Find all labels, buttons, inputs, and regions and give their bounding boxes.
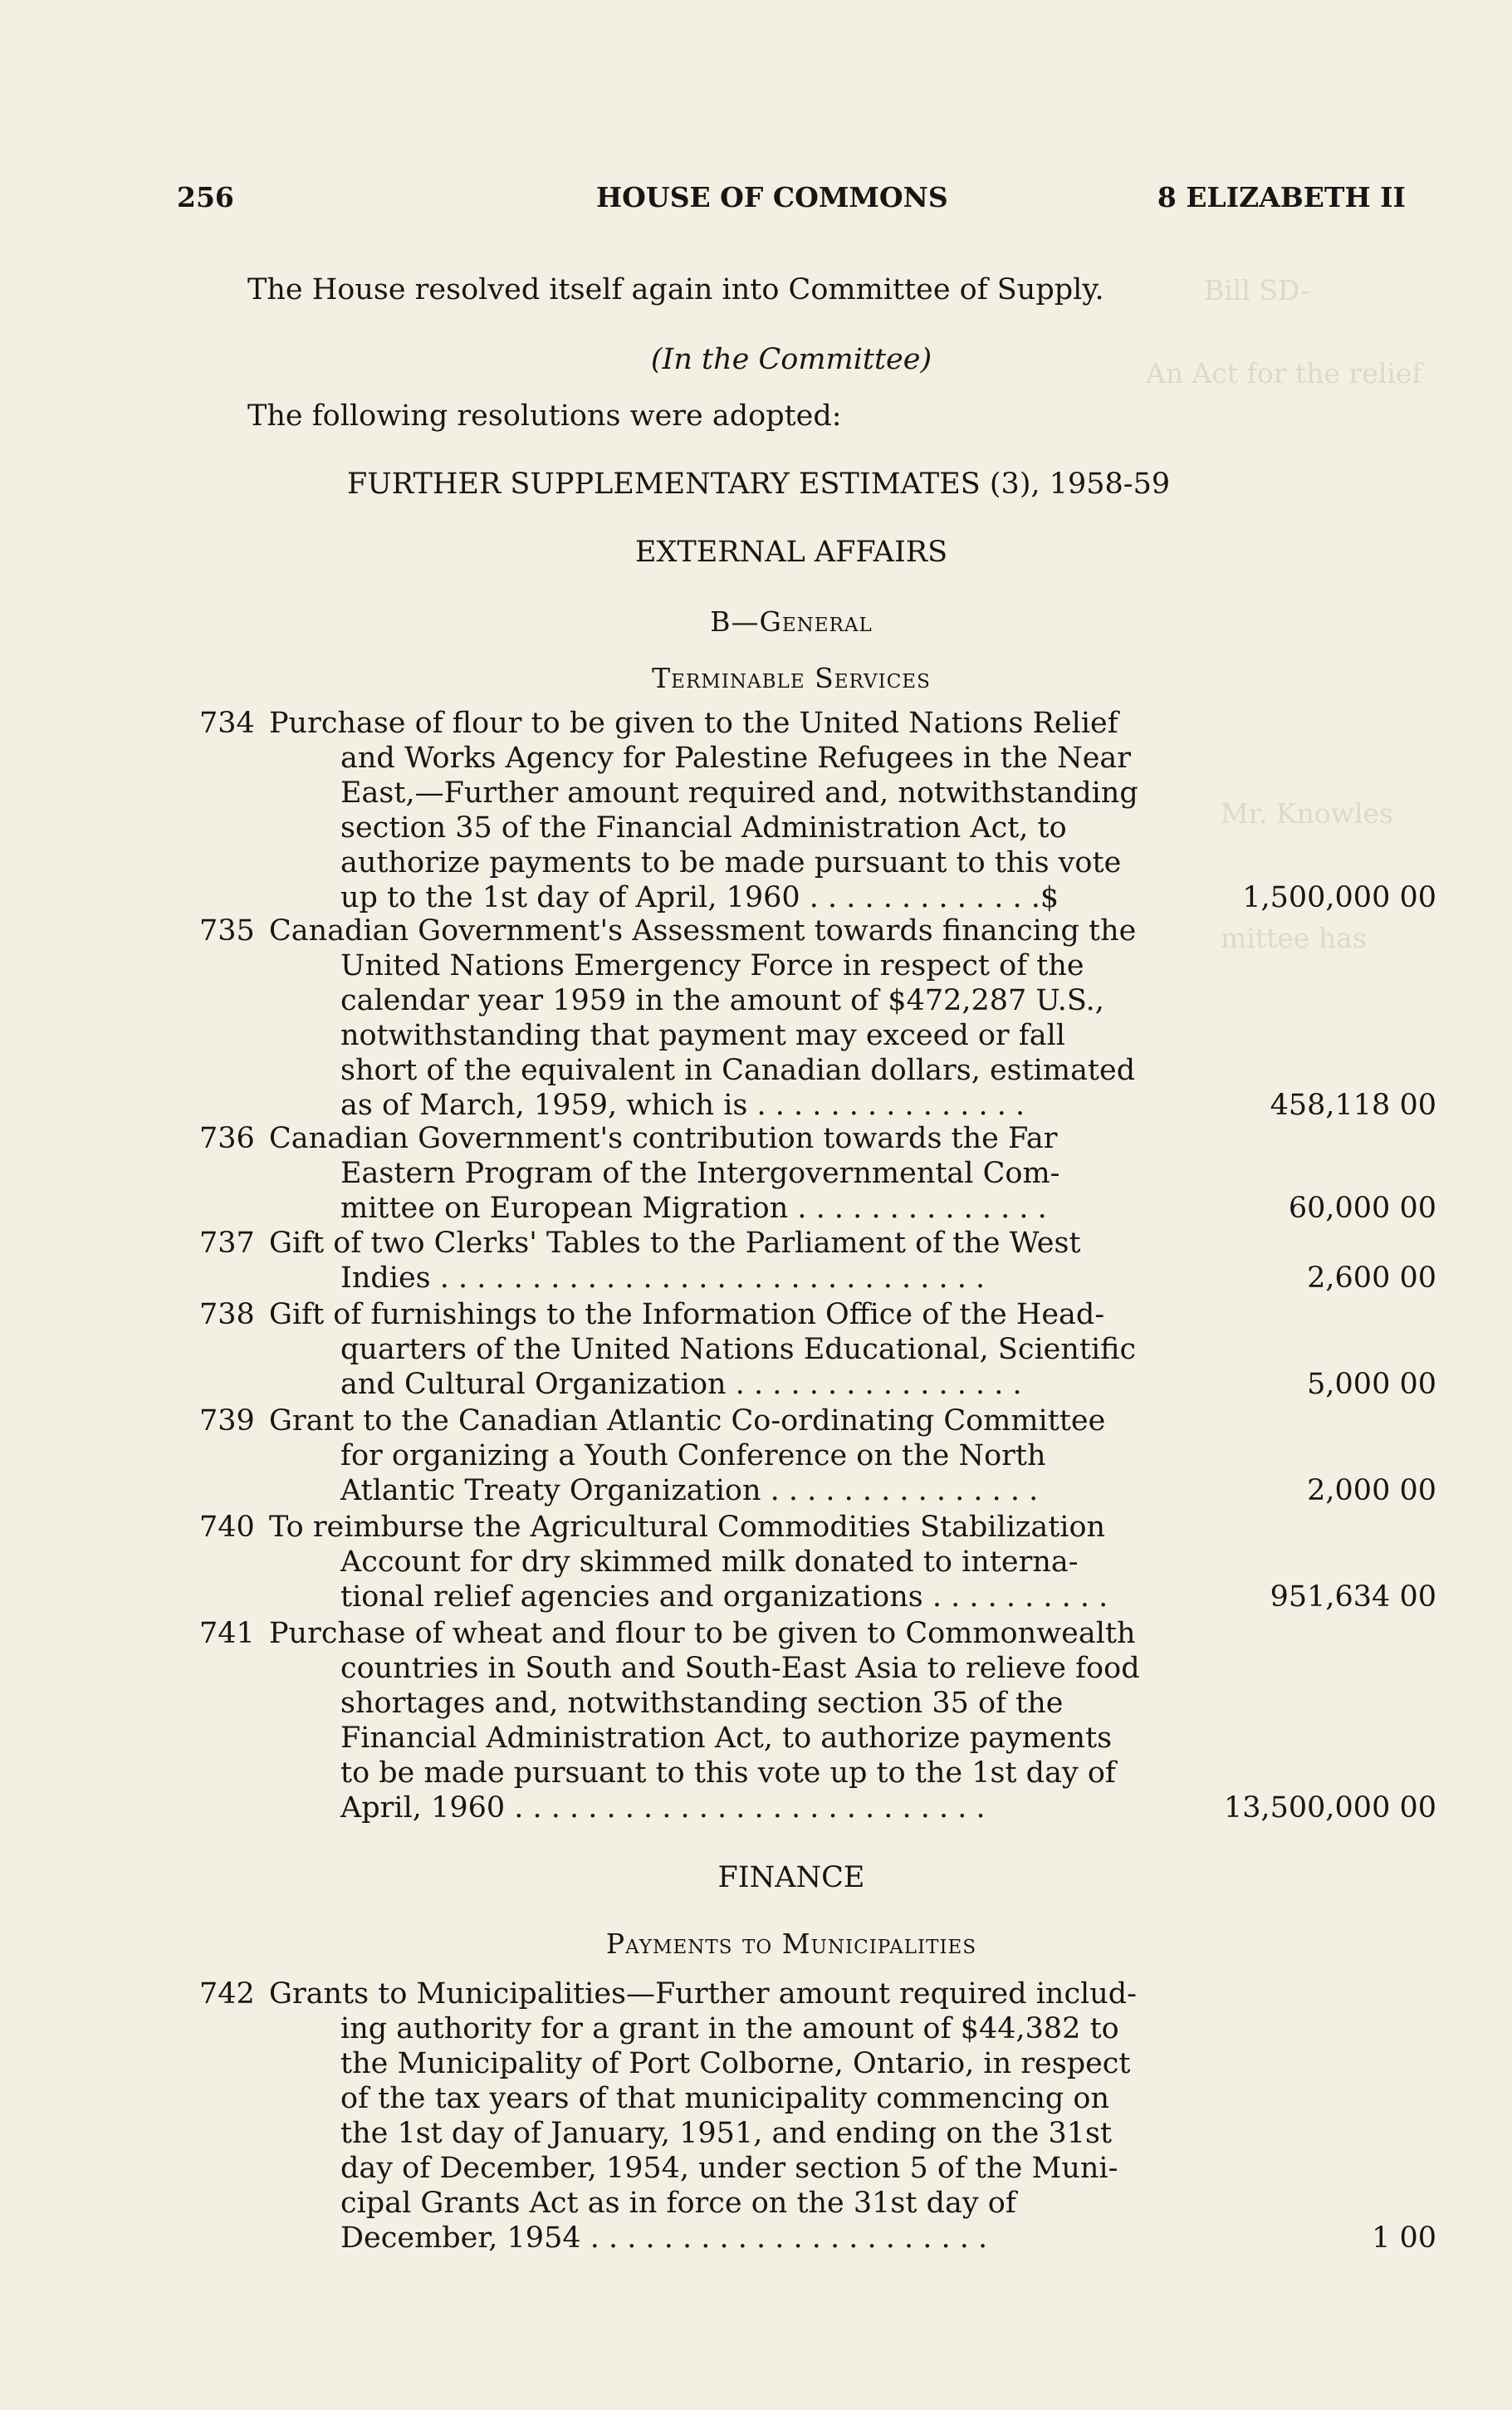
resolved-paragraph: The House resolved itself again into Committee of Supply. — [247, 273, 1104, 306]
vote-text-line: Grants to Municipalities—Further amount required includ- — [269, 1977, 1138, 2011]
vote-text-line: authorize payments to be made pursuant to this vote — [340, 846, 1122, 879]
vote-text-line: and Cultural Organization . . . . . . . . . . . . . . . . — [340, 1368, 1022, 1401]
vote-text-line: day of December, 1954, under section 5 of the Muni- — [340, 2152, 1118, 2185]
vote-amount: 5,000 00 — [1307, 1368, 1436, 1401]
vote-number: 740 — [199, 1511, 255, 1544]
vote-text-line: shortages and, notwithstanding section 35 of the — [340, 1687, 1064, 1720]
bleed-through-text: Mr. Knowles — [1221, 797, 1393, 830]
external-affairs-heading: EXTERNAL AFFAIRS — [634, 536, 948, 569]
vote-text-line: cipal Grants Act as in force on the 31st day of — [340, 2187, 1016, 2220]
vote-number: 738 — [199, 1298, 255, 1331]
vote-text-line: the 1st day of January, 1951, and ending on the 31st — [340, 2117, 1113, 2150]
vote-text-line: United Nations Emergency Force in respect of the — [340, 949, 1084, 982]
vote-item — [199, 1121, 1436, 1226]
vote-amount: 13,500,000 00 — [1223, 1791, 1436, 1825]
vote-text-line: section 35 of the Financial Administration Act, to — [340, 811, 1067, 845]
vote-text-line: ing authority for a grant in the amount of $44,382 to — [340, 2012, 1119, 2045]
payments-to-municipalities-heading: Payments to Municipalities — [605, 1928, 977, 1960]
finance-heading: FINANCE — [717, 1861, 865, 1894]
vote-number: 737 — [199, 1227, 255, 1260]
vote-text-line: tional relief agencies and organizations . . . . . . . . . . — [340, 1580, 1108, 1614]
general-subheading: B—General — [710, 605, 873, 638]
vote-text-line: Purchase of wheat and flour to be given to Commonwealth — [269, 1617, 1136, 1650]
page-number: 256 — [177, 181, 234, 213]
vote-text-line: up to the 1st day of April, 1960 . . . . . . . . . . . . .$ — [340, 881, 1059, 914]
vote-text-line: Atlantic Treaty Organization . . . . . . . . . . . . . . . — [340, 1474, 1039, 1507]
vote-text-line: Eastern Program of the Intergovernmental Com- — [340, 1157, 1060, 1190]
vote-text-line: Gift of two Clerks' Tables to the Parliament of the West — [269, 1227, 1081, 1260]
running-header — [177, 181, 1406, 223]
vote-item — [199, 1297, 1436, 1402]
vote-text-line: Purchase of flour to be given to the United Nations Relief — [269, 707, 1118, 740]
vote-text-line: Canadian Government's Assessment towards financing the — [269, 914, 1137, 948]
in-committee-note: (In the Committee) — [650, 343, 932, 376]
vote-text-line: Gift of furnishings to the Information Office of the Head- — [269, 1298, 1105, 1331]
vote-text-line: Financial Administration Act, to authorize payments — [340, 1722, 1113, 1755]
vote-number: 741 — [199, 1617, 255, 1650]
vote-item — [199, 1226, 1436, 1296]
vote-amount: 458,118 00 — [1270, 1089, 1436, 1122]
estimates-title: FURTHER SUPPLEMENTARY ESTIMATES (3), 1958-59 — [347, 468, 1171, 501]
vote-item — [199, 1616, 1436, 1825]
vote-text-line: Grant to the Canadian Atlantic Co-ordinating Committee — [269, 1404, 1106, 1438]
vote-text-line: countries in South and South-East Asia to relieve food — [340, 1652, 1140, 1685]
vote-amount: 1,500,000 00 — [1242, 881, 1436, 914]
vote-text-line: the Municipality of Port Colborne, Ontario, in respect — [340, 2047, 1131, 2080]
vote-text-line: Indies . . . . . . . . . . . . . . . . . . . . . . . . . . . . . . — [340, 1261, 986, 1295]
vote-item — [199, 914, 1436, 1123]
vote-number: 736 — [199, 1122, 255, 1155]
bleed-through-text: Bill SD- — [1204, 274, 1310, 306]
vote-item — [199, 1510, 1436, 1614]
vote-text-line: notwithstanding that payment may exceed or fall — [340, 1019, 1065, 1052]
vote-text-line: short of the equivalent in Canadian dollars, estimated — [340, 1054, 1136, 1087]
adopted-paragraph: The following resolutions were adopted: — [247, 399, 842, 433]
vote-text-line: December, 1954 . . . . . . . . . . . . . . . . . . . . . . — [340, 2221, 988, 2255]
vote-text-line: Canadian Government's contribution towards the Far — [269, 1122, 1058, 1155]
vote-amount: 2,000 00 — [1307, 1474, 1436, 1507]
vote-text-line: and Works Agency for Palestine Refugees in the Near — [340, 742, 1132, 775]
terminable-services-heading: Terminable Services — [652, 662, 931, 694]
vote-number: 742 — [199, 1977, 255, 2011]
vote-text-line: April, 1960 . . . . . . . . . . . . . . . . . . . . . . . . . . — [340, 1791, 986, 1825]
vote-text-line: to be made pursuant to this vote up to the 1st day of — [340, 1756, 1116, 1790]
vote-number: 734 — [199, 707, 255, 740]
vote-text-line: quarters of the United Nations Educational, Scientific — [340, 1333, 1137, 1366]
vote-text-line: East,—Further amount required and, notwithstanding — [340, 776, 1138, 810]
bleed-through-text: mittee has — [1221, 922, 1367, 954]
vote-text-line: for organizing a Youth Conference on the North — [340, 1439, 1046, 1472]
vote-text-line: mittee on European Migration . . . . . . . . . . . . . . — [340, 1192, 1047, 1225]
vote-text-line: of the tax years of that municipality commencing on — [340, 2082, 1110, 2115]
vote-item — [199, 1403, 1436, 1508]
vote-amount: 2,600 00 — [1307, 1261, 1436, 1295]
vote-amount: 60,000 00 — [1288, 1192, 1436, 1225]
vote-text-line: Account for dry skimmed milk donated to interna- — [340, 1545, 1079, 1579]
header-title: HOUSE OF COMMONS — [596, 181, 948, 213]
bleed-through-text: An Act for the relief — [1146, 357, 1422, 389]
vote-text-line: as of March, 1959, which is . . . . . . . . . . . . . . . — [340, 1089, 1025, 1122]
vote-text-line: To reimburse the Agricultural Commodities Stabilization — [269, 1511, 1106, 1544]
header-session: 8 ELIZABETH II — [1157, 181, 1406, 213]
vote-text-line: calendar year 1959 in the amount of $472,287 U.S., — [340, 984, 1104, 1017]
vote-item — [199, 1976, 1436, 2256]
vote-number: 735 — [199, 914, 255, 948]
vote-amount: 1 00 — [1372, 2221, 1436, 2255]
vote-amount: 951,634 00 — [1270, 1580, 1436, 1614]
vote-item — [199, 706, 1436, 915]
vote-number: 739 — [199, 1404, 255, 1438]
